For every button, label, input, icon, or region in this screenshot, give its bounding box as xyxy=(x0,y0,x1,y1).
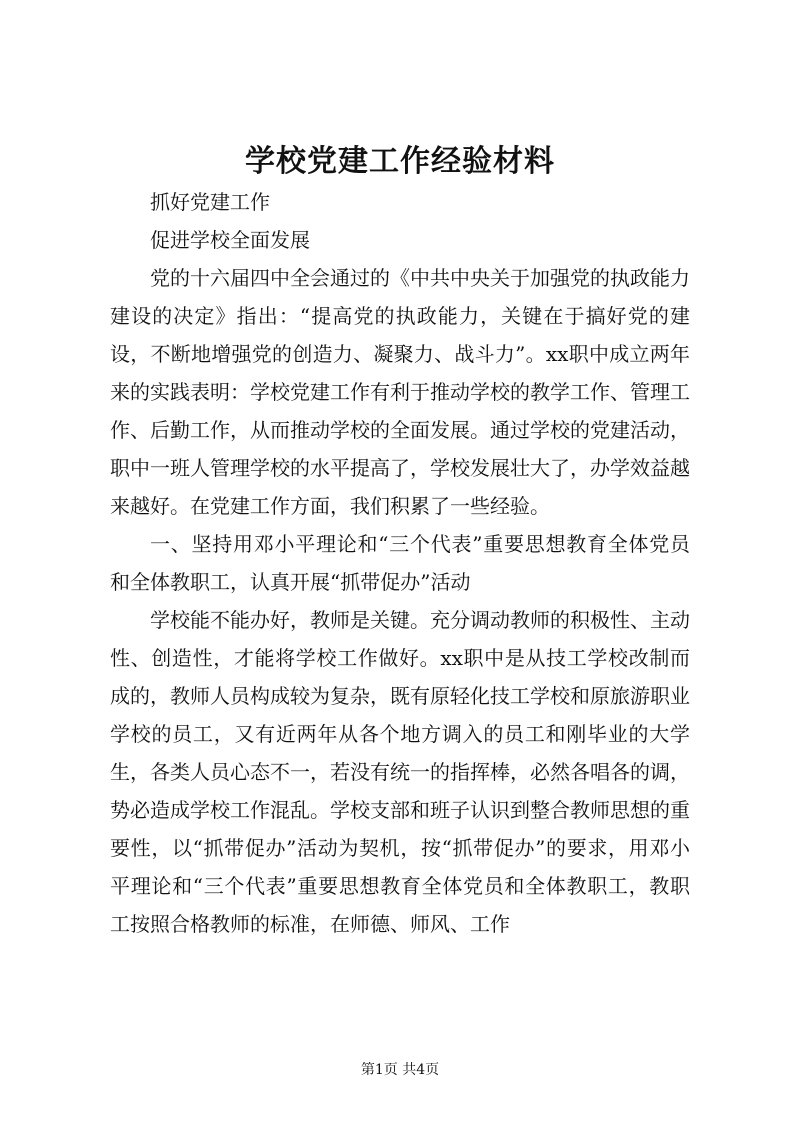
subtitle-line-1: 抓好党建工作 xyxy=(150,190,270,214)
document-body xyxy=(110,183,690,943)
page-footer: 第1页 共4页 xyxy=(360,1062,440,1078)
intro-paragraph: 党的十六届四中全会通过的《中共中央关于加强党的执政能力建设的决定》指出：“提高党的执政能力，关键在于搞好党的建设，不断地增强党的创造力、凝聚力、战斗力”。xx职中成立两年来的实践表明：学校党建工作有利于推动学校的教学工作、管理工作、后勤工作，从而推动学校的全面发展。通过学校的党建活动，职中一班人管理学校的水平提高了，学校发展壮大了，办学效益越来越好。在党建工作方面，我们积累了一些经验。 xyxy=(110,266,690,518)
subtitle-line-2: 促进学校全面发展 xyxy=(150,228,310,252)
section-1-paragraph: 学校能不能办好，教师是关键。充分调动教师的积极性、主动性、创造性，才能将学校工作做好。xx职中是从技工学校改制而成的，教师人员构成较为复杂，既有原轻化技工学校和原旅游职业学校的员工，又有近两年从各个地方调入的员工和刚毕业的大学生，各类人员心态不一，若没有统一的指挥棒，必然各唱各的调，势必造成学校工作混乱。学校支部和班子认识到整合教师思想的重要性，以“抓带促办”活动为契机，按“抓带促办”的要求，用邓小平理论和“三个代表”重要思想教育全体党员和全体教职工，教职工按照合格教师的标准，在师德、师风、工作 xyxy=(110,608,690,936)
document-title: 学校党建工作经验材料 xyxy=(245,144,555,179)
section-heading-1: 一、坚持用邓小平理论和“三个代表”重要思想教育全体党员和全体教职工，认真开展“抓带促办”活动 xyxy=(110,532,690,594)
